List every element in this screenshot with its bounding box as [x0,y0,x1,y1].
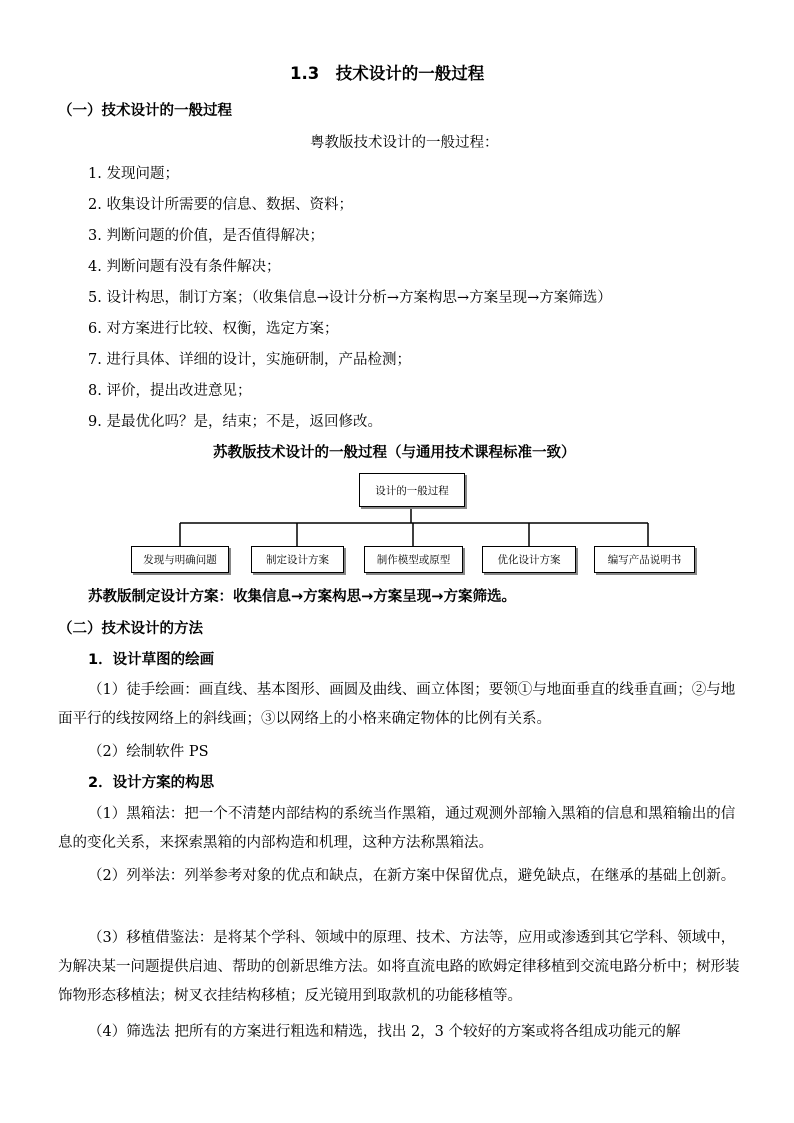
diagram-node-4: 优化设计方案 [482,546,576,573]
sub1-para-2: （2）绘制软件 PS [88,744,209,760]
step-6: 6. 对方案进行比较、权衡，选定方案； [88,321,339,337]
su-heading: 苏教版技术设计的一般过程（与通用技术课程标准一致） [213,445,576,461]
step-9: 9. 是最优化吗？是，结束；不是，返回修改。 [88,414,382,430]
diagram-node-3: 制作模型或原型 [364,546,463,573]
step-7: 7. 进行具体、详细的设计，实施研制，产品检测； [88,352,411,368]
section2-heading: （二）技术设计的方法 [58,621,203,637]
su-plan: 苏教版制定设计方案：收集信息→方案构思→方案呈现→方案筛选。 [88,589,516,605]
yue-subtitle: 粤教版技术设计的一般过程： [310,135,499,151]
step-2: 2. 收集设计所需要的信息、数据、资料； [88,197,353,213]
diagram-node-1: 发现与明确问题 [131,546,229,573]
step-4: 4. 判断问题有没有条件解决； [88,259,281,275]
page-title: 1.3 技术设计的一般过程 [290,64,485,83]
sub2-para-1: （1）黑箱法：把一个不清楚内部结构的系统当作黑箱，通过观测外部输入黑箱的信息和黑箱输出的信息的变化关系，来探索黑箱的内部构造和机理，这种方法称黑箱法。 [58,806,736,851]
step-1: 1. 发现问题； [88,166,179,182]
sub2-heading: 2．设计方案的构思 [88,775,215,791]
step-8: 8. 评价，提出改进意见； [88,383,252,399]
sub2-para-2: （2）列举法：列举参考对象的优点和缺点，在新方案中保留优点，避免缺点，在继承的基础上创新。 [88,868,736,884]
sub1-heading: 1．设计草图的绘画 [88,652,215,668]
step-5: 5. 设计构思，制订方案；（收集信息→设计分析→方案构思→方案呈现→方案筛选） [88,290,612,306]
diagram-root: 设计的一般过程 [359,473,465,507]
diagram-node-5: 编写产品说明书 [594,546,695,573]
section1-heading: （一）技术设计的一般过程 [58,103,232,119]
sub1-para-1: （1）徒手绘画：画直线、基本图形、画圆及曲线、画立体图；要领①与地面垂直的线垂直画；②与地面平行的线按网络上的斜线画；③以网络上的小格来确定物体的比例有关系。 [58,682,736,727]
step-3: 3. 判断问题的价值，是否值得解决； [88,228,324,244]
sub2-para-3: （3）移植借鉴法：是将某个学科、领域中的原理、技术、方法等，应用或渗透到其它学科、领域中，为解决某一问题提供启迪、帮助的创新思维方法。如将直流电路的欧姆定律移植到交流电路分析中；树形装饰物形态移植法；树叉衣挂结构移植；反光镜用到取款机的功能移植等。 [58,930,740,1004]
sub2-para-4: （4）筛选法 把所有的方案进行粗选和精选，找出 2，3 个较好的方案或将各组成功能元的解 [88,1024,681,1040]
diagram-node-2: 制定设计方案 [251,546,344,573]
